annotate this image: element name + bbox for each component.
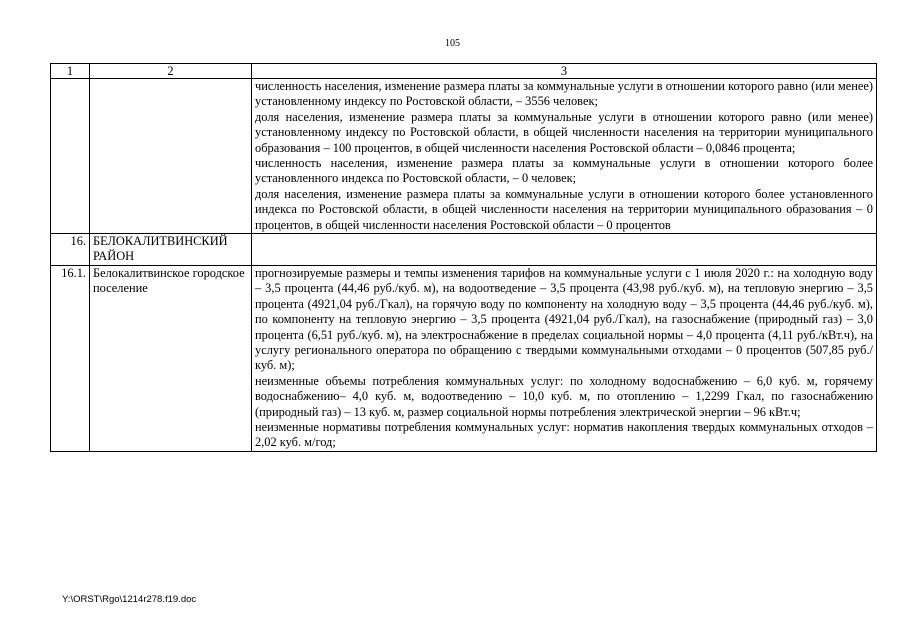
settlement-name-cell: Белокалитвинское городское поселение (90, 265, 252, 451)
description-paragraph: неизменные нормативы потребления коммунальных услуг: норматив накопления твердых коммунальных отходов – 2,02 куб. м/год; (255, 419, 873, 450)
description-paragraph: численность населения, изменение размера платы за коммунальные услуги в отношении которого более установленного индекса по Ростовской области, – 0 человек; (255, 156, 873, 186)
table-row-settlement (51, 265, 877, 451)
district-name-cell: БЕЛОКАЛИТВИНСКИЙ РАЙОН (90, 234, 252, 266)
row-description-cell (252, 265, 877, 451)
description-paragraph: доля населения, изменение размера платы за коммунальные услуги в отношении которого равно (или менее) установленному индексу по Ростовской области, в общей численности населения на территории муниципального образования – 100 процентов, в общей численности населения Ростовской области – 0,0846 процента; (255, 109, 873, 155)
row-number-cell (51, 79, 90, 234)
tariff-table (50, 63, 877, 452)
table-header-row (51, 64, 877, 79)
row-description-cell (252, 79, 877, 234)
row-name-cell (90, 79, 252, 234)
description-paragraph: численность населения, изменение размера платы за коммунальные услуги в отношении которого равно (или менее) установленному индексу по Ростовской области, – 3556 человек; (255, 79, 873, 109)
column-header-1: 1 (51, 64, 90, 79)
table-row-district (51, 234, 877, 266)
file-path-footer: Y:\ORST\Rgo\1214r278.f19.doc (62, 594, 197, 605)
description-paragraph: прогнозируемые размеры и темпы изменения тарифов на коммунальные услуги с 1 июля 2020 г.: на холодную воду – 3,5 процента (44,46 руб./куб. м), на водоотведение – 3,5 процента (43,98 руб./куб. м), на тепловую энергию – 3,5 процента (4921,04 руб./Гкал), на горячую воду по компоненту на холодную воду – 3,5 процента (44,46 руб./куб. м), по компоненту на тепловую энергию – 3,5 процента (4921,04 руб./Гкал), на газоснабжение (природный газ) – 3,0 процента (6,51 руб./куб. м), на электроснабжение в пределах социальной нормы – 4,0 процента (4,11 руб./кВт.ч), на услугу регионального оператора по обращению с твердыми коммунальными отходами – 0 процентов (507,85 руб./куб. м); (255, 265, 873, 373)
table-row-continuation (51, 79, 877, 234)
row-description-cell (252, 234, 877, 266)
column-header-3: 3 (252, 64, 877, 79)
description-paragraph: неизменные объемы потребления коммунальных услуг: по холодному водоснабжению – 6,0 куб. м, горячему водоснабжению– 4,0 куб. м, водоотведению – 10,0 куб. м, по отоплению – 1,2299 Гкал, по газоснабжению (природный газ) – 13 куб. м, размер социальной нормы потребления электрической энергии – 96 кВт.ч; (255, 373, 873, 419)
row-number-cell: 16.1. (51, 265, 90, 451)
row-number-cell: 16. (51, 234, 90, 266)
description-paragraph: доля населения, изменение размера платы за коммунальные услуги в отношении которого более установленного индекса по Ростовской области, в общей численности населения на территории муниципального образования – 0 процентов, в общей численности населения Ростовской области – 0 процентов (255, 186, 873, 232)
page-number: 105 (445, 38, 460, 49)
column-header-2: 2 (90, 64, 252, 79)
